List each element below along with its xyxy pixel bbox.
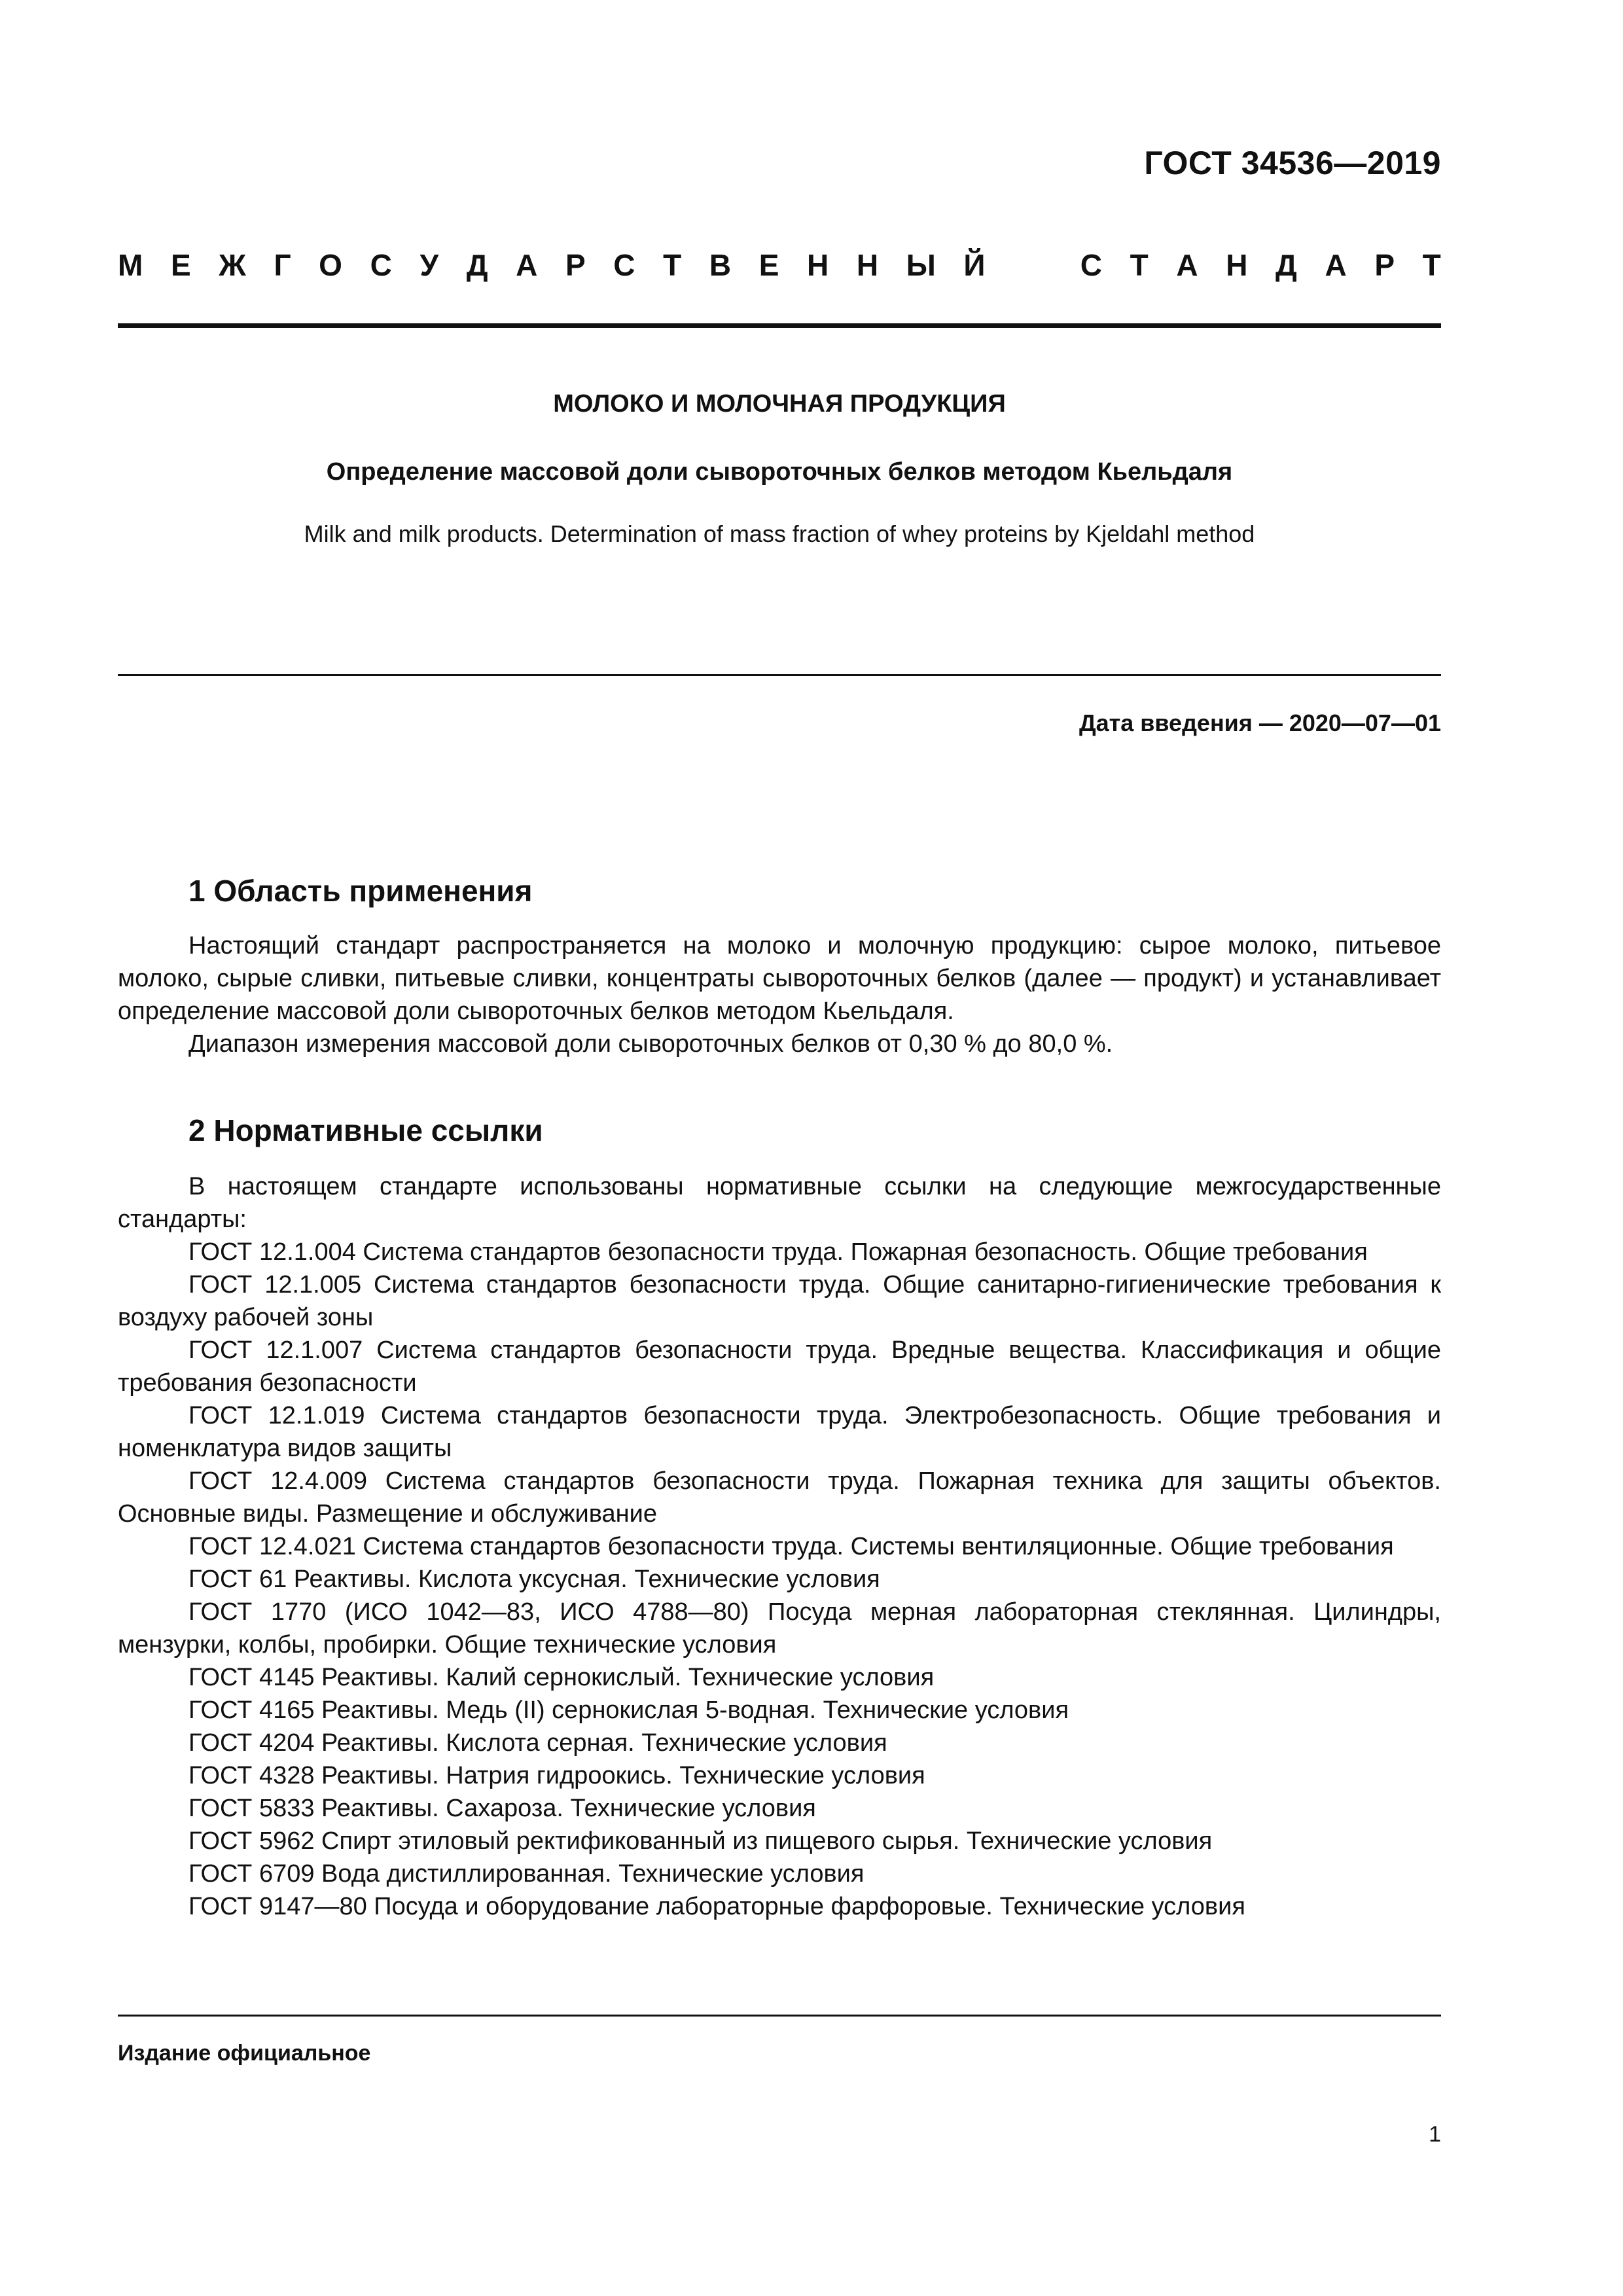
references-intro-text: В настоящем стандарте использованы нормативные ссылки на следующие межгосударственные стандарты: <box>118 1173 1441 1233</box>
reference-text: ГОСТ 61 Реактивы. Кислота уксусная. Технические условия <box>188 1566 880 1593</box>
banner-letter: В <box>709 248 732 282</box>
footer-divider <box>118 2015 1441 2017</box>
header-divider <box>118 323 1441 328</box>
banner-letter: Г <box>274 248 291 282</box>
banner-letter: Т <box>663 248 682 282</box>
list-item <box>118 1334 1441 1399</box>
reference-text: ГОСТ 12.1.007 Система стандартов безопасности труда. Вредные вещества. Классификация и общие требования безопасности <box>118 1336 1441 1397</box>
list-item <box>118 1825 1441 1857</box>
references-intro <box>118 1170 1441 1236</box>
reference-text: ГОСТ 5962 Спирт этиловый ректификованный из пищевого сырья. Технические условия <box>188 1827 1213 1855</box>
document-title-english: Milk and milk products. Determination of mass fraction of whey proteins by Kjeldahl method <box>304 520 1255 547</box>
banner-letter: Р <box>1374 248 1395 282</box>
scope-text: Настоящий стандарт распространяется на молоко и молочную продукцию: сырое молоко, питьевое молоко, сырые сливки, питьевые сливки, концентраты сывороточных белков (далее — продукт) и устанавливает определение массовой доли сывороточных белков методом Кьельдаля. <box>118 932 1441 1025</box>
reference-text: ГОСТ 12.4.009 Система стандартов безопасности труда. Пожарная техника для защиты объектов. Основные виды. Размещение и обслуживание <box>118 1467 1441 1528</box>
title-divider <box>118 674 1441 676</box>
list-item <box>118 1596 1441 1661</box>
banner-letter: А <box>1176 248 1198 282</box>
list-item <box>118 1236 1441 1268</box>
banner-letter: М <box>118 248 143 282</box>
banner-letter: Н <box>856 248 879 282</box>
reference-text: ГОСТ 12.1.004 Система стандартов безопасности труда. Пожарная безопасность. Общие требования <box>188 1238 1368 1266</box>
reference-text: ГОСТ 4165 Реактивы. Медь (II) сернокислая 5-водная. Технические условия <box>188 1696 1069 1724</box>
list-item <box>118 1890 1441 1923</box>
reference-text: ГОСТ 1770 (ИСО 1042—83, ИСО 4788—80) Посуда мерная лабораторная стеклянная. Цилиндры, мензурки, колбы, пробирки. Общие технические условия <box>118 1598 1441 1659</box>
list-item <box>118 1727 1441 1759</box>
reference-text: ГОСТ 5833 Реактивы. Сахароза. Технические условия <box>188 1795 816 1822</box>
banner-letter: Н <box>807 248 829 282</box>
list-item <box>118 1563 1441 1596</box>
section-heading-scope: 1 Область применения <box>188 874 533 908</box>
banner-letter: Ы <box>906 248 936 282</box>
banner-word-gap <box>1013 247 1052 283</box>
list-item <box>118 1694 1441 1727</box>
list-item <box>118 1399 1441 1465</box>
banner-letter: Й <box>963 248 986 282</box>
banner-letter: О <box>319 248 342 282</box>
page-number: 1 <box>1429 2122 1441 2147</box>
banner-letter: У <box>419 248 439 282</box>
scope-paragraph <box>118 929 1441 1028</box>
section-heading-references: 2 Нормативные ссылки <box>188 1113 543 1147</box>
range-text: Диапазон измерения массовой доли сывороточных белков от 0,30 % до 80,0 %. <box>188 1030 1113 1058</box>
banner-letter: Т <box>1422 248 1441 282</box>
banner-letter: А <box>516 248 538 282</box>
document-subtitle: Определение массовой доли сывороточных белков методом Кьельдаля <box>326 458 1233 486</box>
banner-letter: Р <box>565 248 586 282</box>
list-item <box>118 1530 1441 1563</box>
official-edition-label: Издание официальное <box>118 2041 371 2066</box>
introduction-date: Дата введения — 2020—07—01 <box>1079 709 1441 736</box>
reference-text: ГОСТ 4145 Реактивы. Калий сернокислый. Технические условия <box>188 1664 935 1691</box>
interstate-standard-banner <box>118 247 1441 283</box>
banner-letter: Н <box>1226 248 1248 282</box>
document-title: МОЛОКО И МОЛОЧНАЯ ПРОДУКЦИЯ <box>553 390 1006 418</box>
reference-text: ГОСТ 4204 Реактивы. Кислота серная. Технические условия <box>188 1729 887 1757</box>
reference-text: ГОСТ 12.4.021 Система стандартов безопасности труда. Системы вентиляционные. Общие требования <box>188 1533 1394 1560</box>
range-paragraph <box>118 1028 1441 1060</box>
reference-text: ГОСТ 6709 Вода дистиллированная. Технические условия <box>188 1860 865 1888</box>
reference-text: ГОСТ 12.1.005 Система стандартов безопасности труда. Общие санитарно-гигиенические требования к воздуху рабочей зоны <box>118 1271 1441 1331</box>
normative-references-list <box>118 1170 1441 1923</box>
list-item <box>118 1465 1441 1530</box>
reference-text: ГОСТ 4328 Реактивы. Натрия гидроокись. Технические условия <box>188 1762 925 1789</box>
banner-letter: А <box>1325 248 1347 282</box>
banner-letter: Т <box>1130 248 1149 282</box>
list-item <box>118 1857 1441 1890</box>
list-item <box>118 1268 1441 1334</box>
list-item <box>118 1759 1441 1792</box>
reference-text: ГОСТ 12.1.019 Система стандартов безопасности труда. Электробезопасность. Общие требования и номенклатура видов защиты <box>118 1402 1441 1462</box>
list-item <box>118 1661 1441 1694</box>
banner-letter: С <box>613 248 635 282</box>
banner-letter: Е <box>170 248 191 282</box>
banner-letter: С <box>370 248 392 282</box>
banner-letter: Е <box>758 248 779 282</box>
list-item <box>118 1792 1441 1825</box>
banner-letter: Д <box>466 248 488 282</box>
banner-letter: С <box>1080 248 1102 282</box>
reference-text: ГОСТ 9147—80 Посуда и оборудование лабораторные фарфоровые. Технические условия <box>188 1893 1245 1920</box>
banner-letter: Ж <box>219 248 246 282</box>
document-number: ГОСТ 34536—2019 <box>1144 145 1441 181</box>
banner-letter: Д <box>1275 248 1297 282</box>
